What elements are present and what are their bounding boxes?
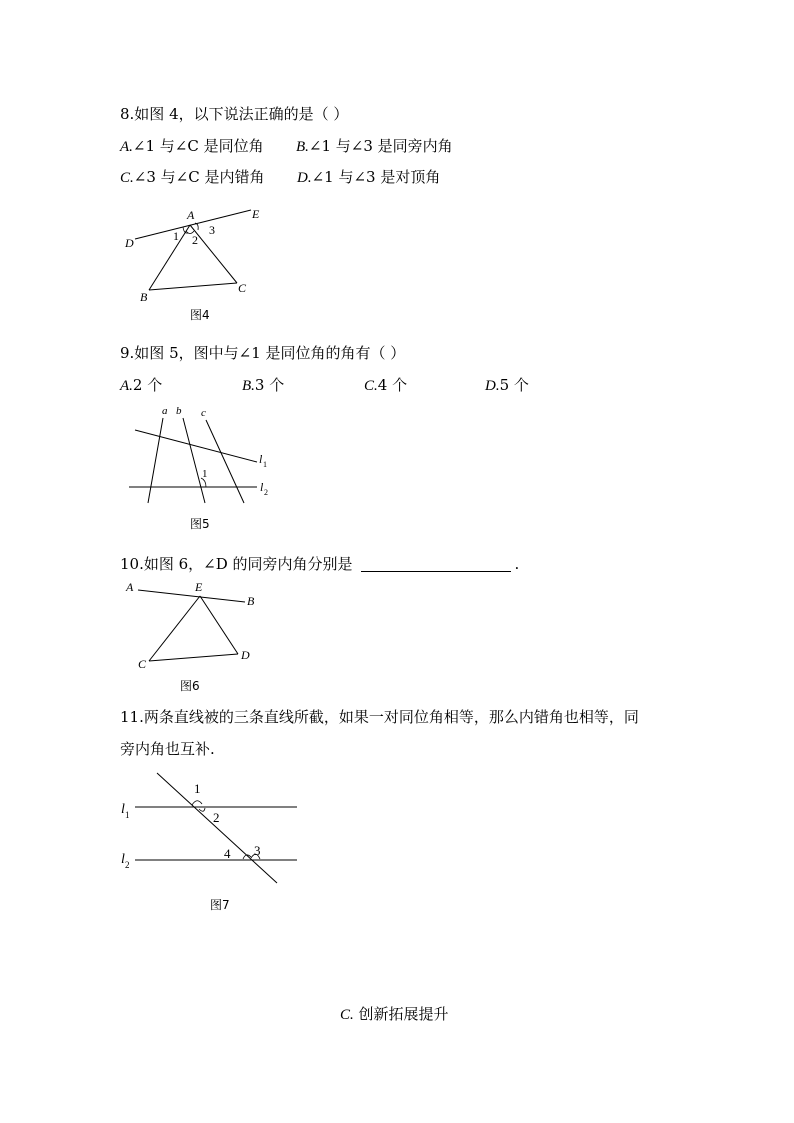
figure-7 [115, 765, 315, 920]
fig4-label-c: C [238, 281, 247, 295]
q10-tail: . [514, 555, 520, 573]
q8-option-d [297, 166, 440, 187]
q8-option-b-text: ∠1 与∠3 是同旁内角 [308, 137, 453, 155]
section-heading [340, 1003, 449, 1024]
fig7-label-l1-l: l [121, 802, 125, 817]
q9-option-a [120, 374, 162, 395]
fig7-label-l1 [121, 802, 130, 820]
fig4-label-a: A [187, 208, 195, 222]
fig6-segment-ed [200, 596, 238, 654]
fig4-label-e: E [252, 207, 260, 221]
fig7-label-l2 [121, 852, 130, 870]
figure-5 [125, 400, 285, 535]
fig4-angle-1: 1 [173, 229, 179, 243]
fig7-angle-arc-1 [192, 801, 202, 805]
fig5-line-b [183, 418, 205, 503]
fig6-label-c: C [138, 657, 147, 671]
q9-option-a-text: 2 个 [132, 376, 163, 394]
fig7-transversal [157, 773, 277, 883]
q8-option-b [296, 135, 453, 156]
q9-option-d [485, 374, 529, 395]
q8-option-b-letter: B. [296, 139, 309, 155]
fig5-line-l1 [135, 430, 257, 462]
fig7-angle-3: 3 [254, 843, 261, 858]
fig4-segment-bc [149, 283, 237, 290]
fig5-label-a: a [162, 405, 168, 417]
q8-option-d-text: ∠1 与∠3 是对顶角 [311, 168, 441, 186]
fig6-segment-ec [149, 596, 200, 661]
fig4-segment-ab [149, 225, 190, 290]
fig7-angle-arc-2 [199, 808, 205, 811]
q8-option-c-letter: C. [120, 170, 134, 186]
q8-option-c [120, 166, 264, 187]
section-letter: C. [340, 1007, 354, 1023]
fig5-label-l2-l: l [260, 480, 264, 494]
q8-option-c-text: ∠3 与∠C 是内错角 [133, 168, 265, 186]
q9-option-c [364, 374, 407, 395]
q8-option-d-letter: D. [297, 170, 312, 186]
fig7-angle-4: 4 [224, 846, 231, 861]
fig7-label-l2-l: l [121, 852, 125, 867]
q11-line-2: 旁内角也互补. [120, 740, 215, 758]
q8-stem: 8.如图 4，以下说法正确的是（ ） [120, 105, 349, 123]
figure-4 [118, 200, 288, 325]
fig5-angle-1: 1 [202, 468, 208, 480]
fig4-angle-3: 3 [209, 223, 215, 237]
q9-option-c-text: 4 个 [377, 376, 408, 394]
q9-stem: 9.如图 5，图中与∠1 是同位角的角有（ ） [120, 344, 406, 362]
fig7-angle-2: 2 [213, 810, 220, 825]
q9-option-a-letter: A. [120, 378, 133, 394]
q8-option-a [120, 135, 264, 156]
q10-answer-blank[interactable] [361, 557, 511, 572]
fig5-label-l1 [259, 452, 267, 469]
q10-stem-line [120, 553, 519, 574]
fig6-label-d: D [241, 648, 250, 662]
fig7-angle-1: 1 [194, 781, 201, 796]
fig5-label-c: c [201, 407, 206, 419]
fig6-label-a: A [126, 580, 134, 594]
q9-option-d-text: 5 个 [499, 376, 529, 394]
fig6-line-ab [138, 590, 245, 602]
fig4-label-d: D [125, 236, 134, 250]
q9-option-b [242, 374, 284, 395]
fig7-label-l1-sub: 1 [125, 810, 130, 820]
fig7-label-l2-sub: 2 [125, 860, 130, 870]
fig4-label-b: B [140, 290, 148, 304]
q9-option-c-letter: C. [364, 378, 378, 394]
q8-option-a-text: ∠1 与∠C 是同位角 [132, 137, 264, 155]
q11-line-1: 11.两条直线被的三条直线所截，如果一对同位角相等，那么内错角也相等，同 [120, 708, 639, 726]
fig5-caption: 图5 [190, 517, 210, 531]
fig5-label-l2-sub: 2 [264, 488, 268, 497]
fig5-label-l2 [260, 480, 268, 497]
section-title: 创新拓展提升 [353, 1005, 449, 1023]
fig4-caption: 图4 [190, 308, 210, 322]
q8-option-a-letter: A. [120, 139, 133, 155]
q10-stem: 10.如图 6，∠D 的同旁内角分别是 [120, 555, 353, 573]
q9-option-b-text: 3 个 [254, 376, 285, 394]
fig5-label-l1-l: l [259, 452, 263, 466]
fig6-caption: 图6 [180, 679, 200, 693]
fig5-line-a [148, 418, 163, 503]
fig5-label-l1-sub: 1 [263, 460, 267, 469]
q9-option-b-letter: B. [242, 378, 255, 394]
figure-6 [118, 575, 268, 700]
fig6-segment-cd [149, 654, 238, 661]
fig5-line-c [206, 420, 244, 503]
fig4-angle-2: 2 [192, 233, 198, 247]
fig6-label-e: E [195, 580, 203, 594]
fig5-label-b: b [176, 405, 182, 417]
fig7-caption: 图7 [210, 898, 230, 912]
fig6-label-b: B [247, 594, 255, 608]
q9-option-d-letter: D. [485, 378, 500, 394]
